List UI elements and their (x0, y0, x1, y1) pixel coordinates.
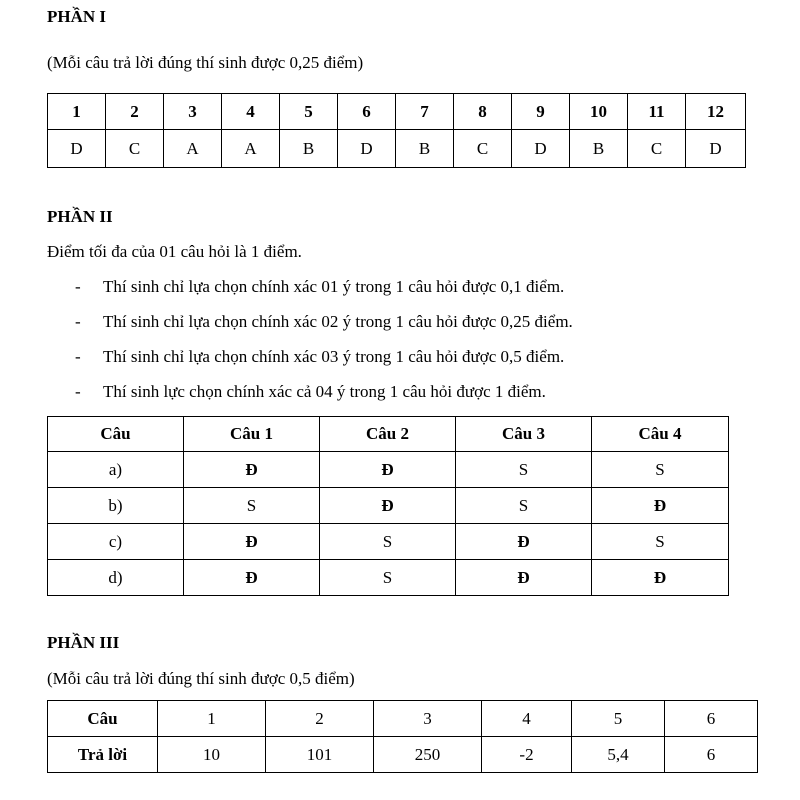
answer-cell: B (280, 130, 338, 168)
row-header-cell: Câu (48, 701, 158, 737)
answer-cell: S (592, 452, 729, 488)
answer-cell: C (454, 130, 512, 168)
answer-cell: D (48, 130, 106, 168)
answer-cell: D (686, 130, 746, 168)
bullet-text: Thí sinh chỉ lựa chọn chính xác 01 ý trong 1 câu hỏi được 0,1 điểm. (103, 277, 565, 296)
column-header: Câu 3 (456, 417, 592, 452)
answer-cell: 5,4 (572, 737, 665, 773)
row-label-cell: c) (48, 524, 184, 560)
answer-cell: S (184, 488, 320, 524)
answer-cell: Đ (592, 560, 729, 596)
question-number-cell: 3 (164, 94, 222, 130)
table-row (48, 524, 729, 560)
question-number-cell: 2 (266, 701, 374, 737)
answer-cell: 250 (374, 737, 482, 773)
part2-answer-table (47, 416, 729, 596)
dash-bullet-icon: - (75, 347, 81, 366)
part1-answer-table (47, 93, 746, 168)
table-row (48, 452, 729, 488)
answer-cell: 6 (665, 737, 758, 773)
answer-cell: Đ (184, 524, 320, 560)
table-row (48, 417, 729, 452)
column-header: Câu (48, 417, 184, 452)
part2-heading: PHẦN II (47, 207, 113, 226)
answer-cell: B (396, 130, 454, 168)
table-row (48, 94, 746, 130)
question-number-cell: 7 (396, 94, 454, 130)
answer-cell: 10 (158, 737, 266, 773)
table-row (48, 701, 758, 737)
row-header-cell: Trả lời (48, 737, 158, 773)
answer-cell: A (164, 130, 222, 168)
question-number-cell: 6 (665, 701, 758, 737)
dash-bullet-icon: - (75, 312, 81, 331)
column-header: Câu 4 (592, 417, 729, 452)
question-number-cell: 9 (512, 94, 570, 130)
question-number-cell: 1 (48, 94, 106, 130)
answer-cell: 101 (266, 737, 374, 773)
table-row (48, 737, 758, 773)
question-number-cell: 8 (454, 94, 512, 130)
question-number-cell: 12 (686, 94, 746, 130)
answer-cell: B (570, 130, 628, 168)
answer-cell: Đ (184, 452, 320, 488)
answer-cell: Đ (320, 452, 456, 488)
question-number-cell: 2 (106, 94, 164, 130)
question-number-cell: 5 (572, 701, 665, 737)
part3-note: (Mỗi câu trả lời đúng thí sinh được 0,5 điểm) (47, 669, 355, 688)
part2-intro: Điểm tối đa của 01 câu hỏi là 1 điểm. (47, 242, 302, 261)
answer-cell: Đ (456, 560, 592, 596)
row-label-cell: d) (48, 560, 184, 596)
question-number-cell: 6 (338, 94, 396, 130)
answer-cell: D (512, 130, 570, 168)
answer-cell: S (592, 524, 729, 560)
question-number-cell: 1 (158, 701, 266, 737)
column-header: Câu 1 (184, 417, 320, 452)
part3-heading: PHẦN III (47, 633, 120, 652)
answer-cell: A (222, 130, 280, 168)
part1-note: (Mỗi câu trả lời đúng thí sinh được 0,25 điểm) (47, 53, 364, 72)
row-label-cell: a) (48, 452, 184, 488)
question-number-cell: 5 (280, 94, 338, 130)
answer-cell: D (338, 130, 396, 168)
dash-bullet-icon: - (75, 382, 81, 401)
answer-cell: Đ (592, 488, 729, 524)
bullet-text: Thí sinh chỉ lựa chọn chính xác 02 ý trong 1 câu hỏi được 0,25 điểm. (103, 312, 573, 331)
question-number-cell: 10 (570, 94, 628, 130)
answer-cell: S (320, 524, 456, 560)
bullet-text: Thí sinh chỉ lựa chọn chính xác 03 ý trong 1 câu hỏi được 0,5 điểm. (103, 347, 565, 366)
answer-cell: Đ (320, 488, 456, 524)
answer-cell: S (456, 452, 592, 488)
row-label-cell: b) (48, 488, 184, 524)
question-number-cell: 4 (222, 94, 280, 130)
answer-cell: -2 (482, 737, 572, 773)
bullet-text: Thí sinh lực chọn chính xác cả 04 ý trong 1 câu hỏi được 1 điểm. (103, 382, 546, 401)
answer-cell: Đ (456, 524, 592, 560)
answer-cell: S (320, 560, 456, 596)
question-number-cell: 3 (374, 701, 482, 737)
part3-answer-table (47, 700, 758, 773)
column-header: Câu 2 (320, 417, 456, 452)
question-number-cell: 11 (628, 94, 686, 130)
table-row (48, 130, 746, 168)
answer-cell: Đ (184, 560, 320, 596)
table-row (48, 560, 729, 596)
answer-cell: C (628, 130, 686, 168)
answer-cell: C (106, 130, 164, 168)
part1-heading: PHẦN I (47, 7, 107, 26)
table-row (48, 488, 729, 524)
question-number-cell: 4 (482, 701, 572, 737)
dash-bullet-icon: - (75, 277, 81, 296)
answer-cell: S (456, 488, 592, 524)
